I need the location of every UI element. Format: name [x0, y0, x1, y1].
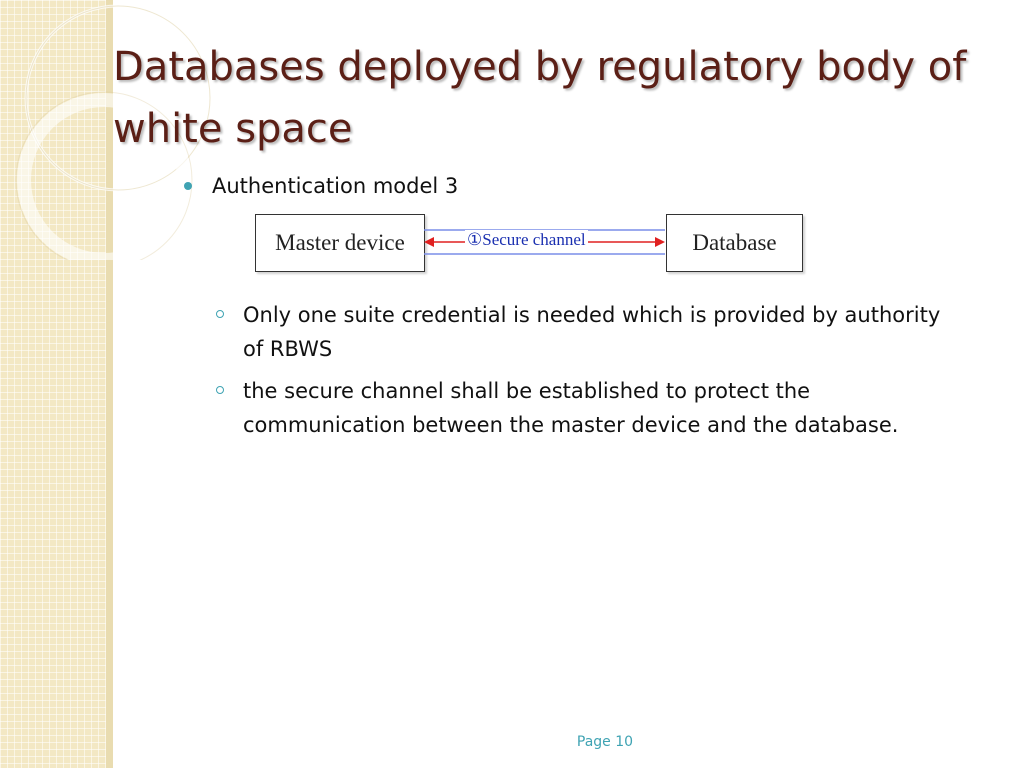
slide-title: Databases deployed by regulatory body of white space [113, 44, 967, 152]
database-box [666, 214, 803, 272]
database-label: Database [692, 230, 777, 255]
secure-channel-label: ①Secure channel [467, 230, 586, 249]
master-device-label: Master device [275, 230, 405, 255]
hollow-circle-bullet-icon [216, 386, 224, 394]
sub-bullet-item [216, 298, 976, 368]
page-number: Page 10 [576, 734, 634, 750]
bullet-text: Authentication model 3 [212, 174, 459, 198]
authentication-diagram [255, 214, 803, 274]
sub-bullet-text: the secure channel shall be established to protect the communication between the master device and the database. [243, 379, 899, 437]
sub-bullet-item [216, 374, 976, 444]
filled-circle-bullet-icon [184, 182, 192, 190]
hollow-circle-bullet-icon [216, 310, 224, 318]
master-device-box [255, 214, 425, 272]
sub-bullet-text: Only one suite credential is needed which is provided by authority of RBWS [243, 303, 941, 361]
